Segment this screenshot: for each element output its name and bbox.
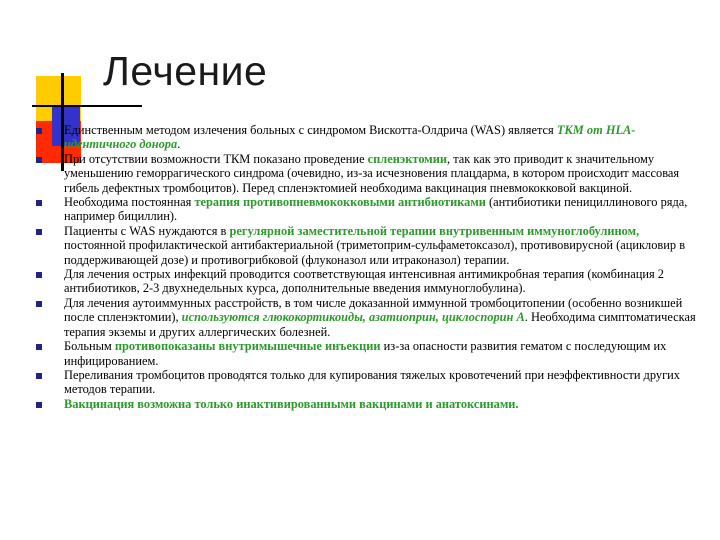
decor-horizontal-line	[32, 105, 142, 107]
body-text: . Необходима симптоматическая терапия экземы и других аллергических болезней.	[64, 310, 696, 339]
highlight-text: спленэктомии	[367, 151, 447, 166]
bullet-marker-icon	[36, 128, 42, 134]
body-text: Пациенты с WAS нуждаются в	[64, 223, 230, 238]
highlight-text: ТКМ от HLA-идентичного донора	[64, 123, 636, 152]
bullet-list	[36, 123, 696, 411]
bullet-item	[36, 339, 696, 368]
bullet-item	[36, 267, 696, 296]
body-text: При отсутствии возможности ТКМ показано проведение	[64, 151, 368, 166]
bullet-marker-icon	[36, 157, 42, 163]
bullet-item	[36, 123, 696, 152]
bullet-marker-icon	[36, 200, 42, 206]
bullet-item	[36, 152, 696, 195]
bullet-marker-icon	[36, 344, 42, 350]
bullet-item	[36, 368, 696, 397]
body-text: (антибиотики пенициллинового ряда, например бициллин).	[64, 195, 688, 224]
bullet-item	[36, 224, 696, 267]
bullet-marker-icon	[36, 272, 42, 278]
body-text: .	[177, 137, 181, 152]
body-text: из-за опасности развития гематом с последующим их инфицированием.	[64, 339, 667, 368]
bullet-item	[36, 195, 696, 224]
highlight-text: терапия противопневмококковыми антибиотиками	[194, 195, 486, 210]
body-text: Переливания тромбоцитов проводятся только для купирования тяжелых кровотечений при неэффективности других методов терапии.	[64, 367, 681, 397]
highlight-text: противопоказаны внутримышечные инъекции	[114, 339, 381, 354]
body-text: Необходима постоянная	[64, 195, 195, 210]
body-text: Больным	[64, 339, 115, 354]
highlight-text: используются глюкокортикоиды, азатиоприн, циклоспорин А	[181, 310, 525, 325]
bullet-item	[36, 296, 696, 339]
slide-title: Лечение	[103, 48, 268, 94]
body-text: Для лечения аутоиммунных расстройств, в том числе доказанной иммунной тромбоцитопении (особенно возникшей после спленэктомии),	[64, 295, 683, 325]
bullet-marker-icon	[36, 229, 42, 235]
highlight-text: регулярной заместительной терапии внутривенным иммуноглобулином,	[229, 223, 640, 238]
body-text: Единственным методом излечения больных с синдромом Вискотта-Олдрича (WAS) является	[64, 123, 557, 137]
bullet-marker-icon	[36, 301, 42, 307]
body-text: Для лечения острых инфекций проводится соответствующая интенсивная антимикробная терапия (комбинация 2 антибиотиков, 2-3 двухнедельных курса, дополнительные введения иммуноглобулина).	[64, 267, 664, 296]
bullet-item	[36, 397, 696, 411]
bullet-marker-icon	[36, 402, 42, 408]
body-text: постоянной профилактической антибактериальной (триметоприм-сульфаметоксазол), противовирусной (ацикловир в поддерживающей дозе) и противогрибковой (флуконазол или итраконазол) терапии.	[64, 238, 686, 267]
body-text: , так как это приводит к значительному уменьшению геморрагического синдрома (очевидно, из-за исчезновения плацдарма, в котором происходит массовая гибель дефектных тромбоцитов). Перед спленэктомией необходима вакцинация пневмококковой вакциной.	[64, 151, 680, 195]
bullet-marker-icon	[36, 373, 42, 379]
highlight-text: Вакцинация возможна только инактивированными вакцинами и анатоксинами.	[64, 396, 519, 411]
